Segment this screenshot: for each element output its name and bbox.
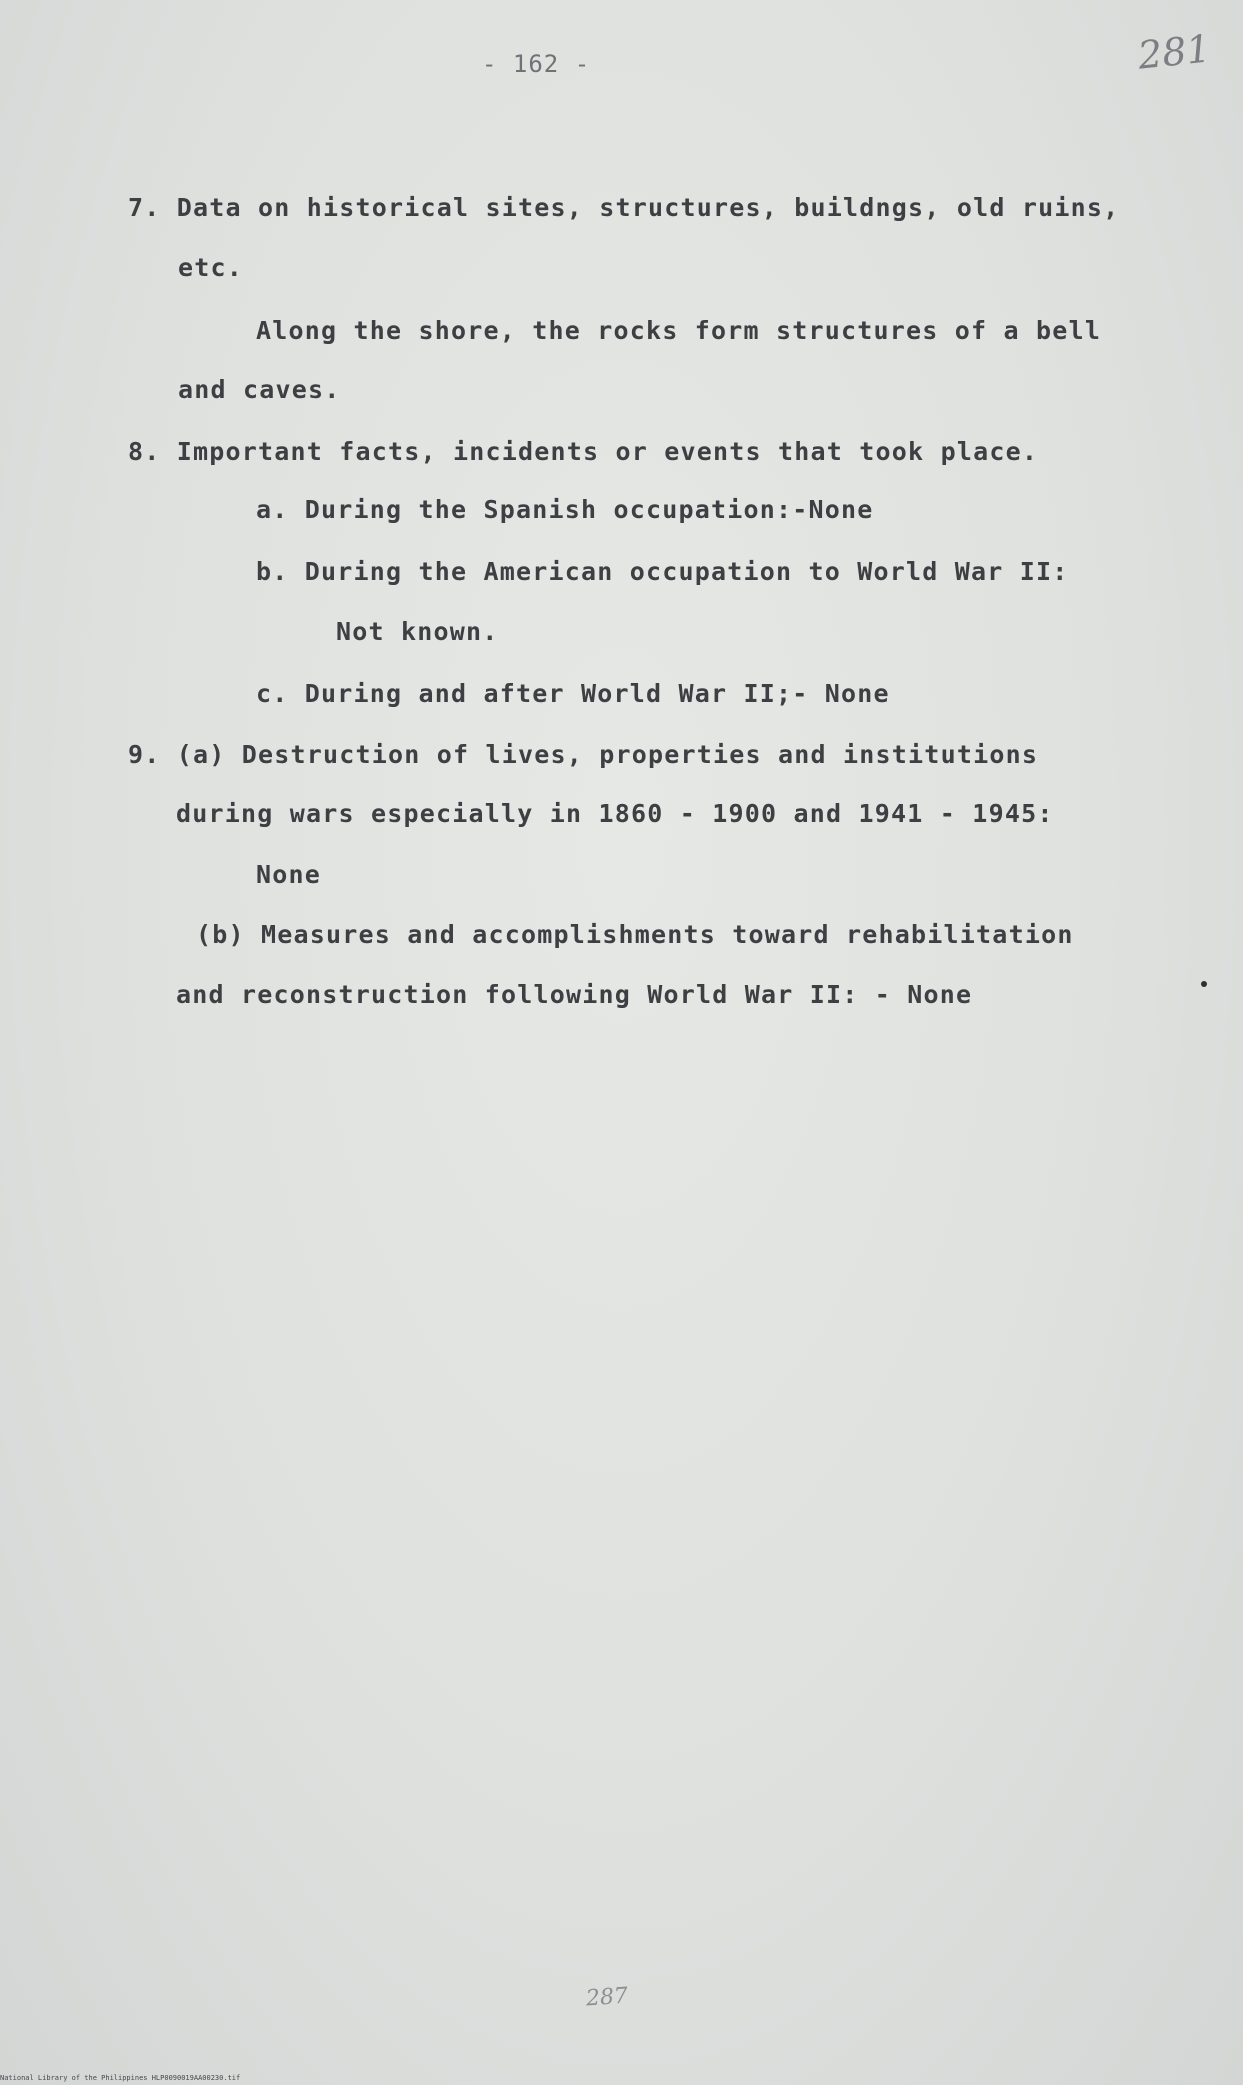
item-9a-line-2: during wars especially in 1860 - 1900 and 1941 - 1945: <box>176 799 1054 828</box>
ink-dot <box>1201 981 1207 987</box>
item-9b-line-2: and reconstruction following World War II: - None <box>176 980 973 1009</box>
item-7-answer-line-2: and caves. <box>178 375 341 404</box>
page-number: - 162 - <box>482 50 591 78</box>
item-8-heading: 8. Important facts, incidents or events that took place. <box>128 437 1039 466</box>
item-9b-line-1: (b) Measures and accomplishments toward rehabilitation <box>196 920 1074 949</box>
item-7-question-line-1: 7. Data on historical sites, structures, buildngs, old ruins, <box>128 193 1120 222</box>
item-9a-line-1: 9. (a) Destruction of lives, properties and institutions <box>128 740 1039 769</box>
item-8-sub-b-line-2: Not known. <box>336 617 499 646</box>
item-7-question-line-2: etc. <box>178 253 244 282</box>
handwritten-page-number: 281 <box>1135 26 1213 78</box>
item-9a-answer: None <box>256 860 322 889</box>
item-8-sub-a: a. During the Spanish occupation:-None <box>256 495 874 524</box>
archive-footer-line: National Library of the Philippines HLP0090019AA00230.tif <box>0 2074 241 2082</box>
item-8-sub-b-line-1: b. During the American occupation to World War II: <box>256 557 1069 586</box>
item-8-sub-c: c. During and after World War II;- None <box>256 679 890 708</box>
footer-stamp-number: 287 <box>585 1983 629 2012</box>
item-7-answer-line-1: Along the shore, the rocks form structures of a bell <box>256 316 1102 345</box>
